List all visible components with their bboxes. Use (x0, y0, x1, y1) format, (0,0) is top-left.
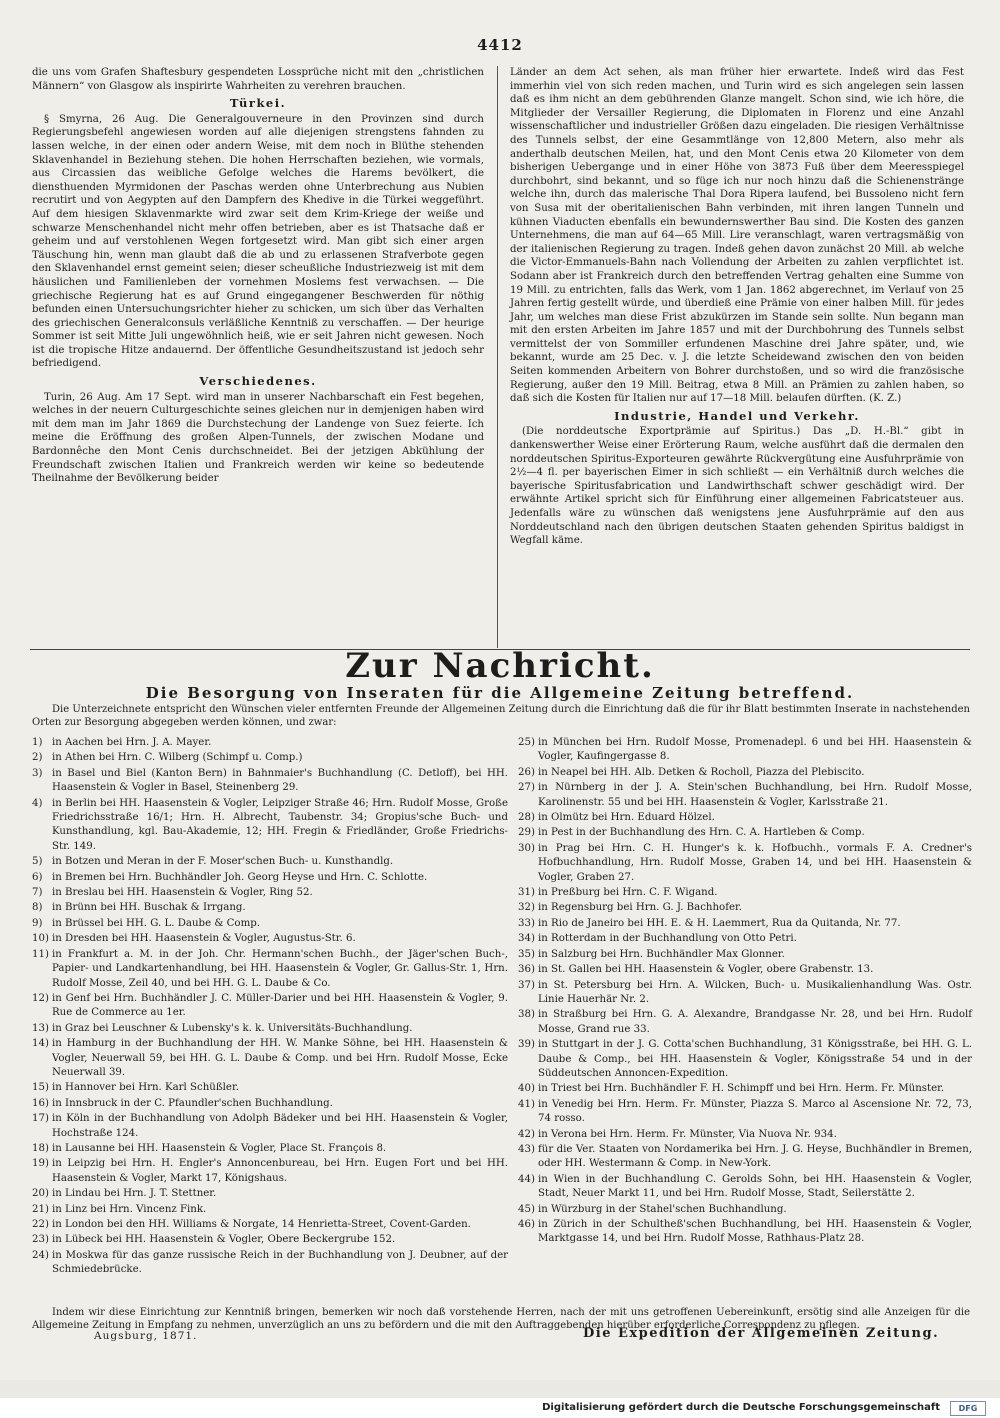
list-item-text: in Wien in der Buchhandlung C. Gerolds Sohn, bei HH. Haasenstein & Vogler, Stadt, Neuer Markt 11, und bei Hrn. Rudolf Mosse, Stadt, Seilerstätte 2. (538, 1173, 972, 1200)
list-item (32, 1218, 508, 1232)
notice-intro: Die Unterzeichnete entspricht den Wünschen vieler entfernten Freunde der Allgemeinen Zeitung durch die Einrichtung daß die für ihr Blatt bestimmten Inserate in nachstehenden Orten zur Besorgung abgegeben werden können, und zwar: (32, 704, 970, 728)
list-item-text: in Nürnberg in der J. A. Stein'schen Buchhandlung, bei Hrn. Rudolf Mosse, Karolinenstr. 55 und bei HH. Haasenstein & Vogler, Karlsstraße 21. (538, 782, 972, 808)
list-item (32, 1249, 508, 1278)
list-item (518, 1038, 972, 1081)
list-item-number: 4) (32, 797, 43, 809)
list-item (518, 1008, 972, 1037)
list-item-text: in Köln in der Buchhandlung von Adolph Bädeker und bei HH. Haasenstein & Vogler, Hochstraße 124. (52, 1113, 508, 1139)
list-item-text: in Bremen bei Hrn. Buchhändler Joh. Georg Heyse und Hrn. C. Schlotte. (52, 871, 428, 883)
list-item (518, 1203, 972, 1217)
list-item-text: in Leipzig bei Hrn. H. Engler's Annoncenbureau, bei Hrn. Eugen Fort und bei HH. Haasenstein & Vogler, Markt 17, Königshaus. (52, 1158, 508, 1184)
list-item (518, 1098, 972, 1127)
list-item-text: in Prag bei Hrn. C. H. Hunger's k. k. Hofbuchh., vormals F. A. Credner's Hofbuchhandlung, Hrn. Rudolf Mosse, Graben 14, und bei HH. Haasenstein & Vogler, Graben 27. (538, 842, 972, 883)
list-item (32, 1157, 508, 1186)
list-item-number: 24) (32, 1249, 49, 1261)
list-item (518, 1218, 972, 1247)
list-item-text: in Triest bei Hrn. Buchhändler F. H. Schimpff und bei Hrn. Herm. Fr. Münster. (538, 1083, 945, 1095)
list-item-number: 18) (32, 1142, 49, 1154)
list-item-number: 8) (32, 902, 43, 914)
list-item (32, 1112, 508, 1141)
list-item-text: in Brünn bei HH. Buschak & Irrgang. (52, 902, 246, 914)
list-item-text: in London bei den HH. Williams & Norgate, 14 Henrietta-Street, Covent-Garden. (52, 1219, 471, 1230)
list-item (32, 871, 508, 885)
list-item (32, 917, 508, 931)
article-spiritus: (Die norddeutsche Exportprämie auf Spiritus.) Das „D. H.-Bl.“ gibt in dankenswerther Weise einer Erörterung Raum, welche ausführt daß die dermalen den norddeutschen Spiritus-Exporteuren gewährte Rückvergütung eine Ausfuhrprämie von 2½—4 fl. per bayerischen Eimer in sich schließt — ein Verhältniß durch welches die bayerische Spiritusfabrication und Landwirthschaft schwer geschädigt wird. Der erwähnte Artikel spricht sich für Einführung einer allgemeinen Fabricatsteuer aus. Jedenfalls wäre zu wünschen daß wenigstens jene Ausfuhrprämie auf den aus Norddeutschland nach den übrigen deutschen Staaten gehenden Spiritus baldigst in Wegfall käme. (510, 426, 964, 547)
list-item-text: in Olmütz bei Hrn. Eduard Hölzel. (538, 812, 715, 824)
list-item (32, 767, 508, 796)
list-item-number: 31) (518, 887, 535, 899)
list-item-text: in Athen bei Hrn. C. Wilberg (Schimpf u. Comp.) (52, 752, 303, 764)
list-item (32, 751, 508, 765)
list-item-number: 3) (32, 767, 43, 779)
list-item (518, 963, 972, 977)
list-item (32, 932, 508, 946)
list-item (518, 901, 972, 915)
list-item-number: 15) (32, 1082, 49, 1094)
list-item-text: in Hamburg in der Buchhandlung der HH. W. Manke Söhne, bei HH. Haasenstein & Vogler, Neuerwall 59, bei HH. G. L. Daube & Comp. und bei Hrn. Rudolf Mosse, Ecke Neuerwall 39. (52, 1038, 508, 1078)
list-item (32, 1233, 508, 1247)
paragraph: die uns vom Grafen Shaftesbury gespendeten Lossprüche nicht mit den „christlichen Männern“ von Glasgow als inspirirte Wahrheiten zu verehren brauchen. (32, 67, 484, 92)
list-item (518, 766, 972, 780)
list-item-number: 28) (518, 812, 535, 824)
list-item (518, 811, 972, 825)
list-item-number: 35) (518, 948, 535, 960)
list-item-text: in St. Gallen bei HH. Haasenstein & Vogler, obere Grabenstr. 13. (538, 964, 874, 976)
list-item (32, 736, 508, 750)
list-item-text: in Rio de Janeiro bei HH. E. & H. Laemmert, Rua da Quitanda, Nr. 77. (538, 917, 901, 929)
list-item-text: in St. Petersburg bei Hrn. A. Wilcken, Buch- u. Musikalienhandlung Was. Ostr. Linie Hauerhär Nr. 2. (538, 979, 972, 1005)
list-item (32, 1203, 508, 1217)
list-item-text: in Breslau bei HH. Haasenstein & Vogler, Ring 52. (52, 887, 313, 899)
list-item-number: 33) (518, 917, 535, 929)
list-item (518, 736, 972, 765)
list-item-number: 19) (32, 1158, 49, 1170)
notice-title: Zur Nachricht. (345, 646, 655, 686)
list-item (518, 826, 972, 840)
list-item (518, 1128, 972, 1142)
list-item (32, 901, 508, 915)
list-item (32, 855, 508, 869)
list-item-text: in Berlin bei HH. Haasenstein & Vogler, Leipziger Straße 46; Hrn. Rudolf Mosse, Große Friedrichsstraße 16/1; Hrn. H. Albrecht, Taubenstr. 34; Gropius'sche Buch- und Kunsthandlung, kgl. Bau-Akademie, 12; HH. Fregin & Friedländer, Große Friedrichs-Str. 149. (52, 797, 508, 852)
section-heading-tuerkei: Türkei. (229, 96, 287, 111)
list-item-number: 5) (32, 856, 43, 868)
list-item (518, 932, 972, 946)
list-item-text: in Zürich in der Schultheß'schen Buchhandlung, bei HH. Haasenstein & Vogler, Marktgasse 14, und bei Hrn. Rudolf Mosse, Rathhaus-Platz 28. (538, 1219, 972, 1245)
agency-list-right (518, 736, 972, 1248)
list-item-number: 16) (32, 1097, 49, 1109)
section-heading-industrie: Industrie, Handel und Verkehr. (614, 408, 860, 423)
list-item-text: in Stuttgart in der J. G. Cotta'schen Buchhandlung, 31 Königsstraße, bei HH. G. L. Daube & Comp., bei HH. Haasenstein & Vogler, Königsstraße 54 und in der Süddeutschen Annoncen-Expedition. (538, 1039, 972, 1079)
list-item-text: in Brüssel bei HH. G. L. Daube & Comp. (52, 917, 260, 929)
list-item (32, 948, 508, 991)
list-item-text: in Hannover bei Hrn. Karl Schüßler. (52, 1082, 239, 1094)
article-turin-continued: Länder an dem Act sehen, als man früher hier erwartete. Indeß wird das Fest immerhin viel von sich reden machen, und Turin wird es sich angelegen sein lassen daß es ihm nicht an dem gebührenden Glanze mangelt. Schon sind, wie ich höre, die Mitglieder der Versailler Regierung, die Diplomaten in Florenz und eine Anzahl wissenschaftlicher und industrieller Größen dazu eingeladen. Die riesigen Verhältnisse des Tunnels selbst, der eine Gesammtlänge von 12,800 Metern, also mehr als anderthalb deutschen Meilen, hat, und den Mont Cenis etwa 20 Kilometer von dem bisherigen Uebergange und in einer Höhe von 3873 Fuß über dem Meeresspiegel durchbohrt, sind bekannt, und so füge ich nur noch hinzu daß die Schienenstränge welche ihn, durch das malerische Thal Dora Ripera laufend, bei Bussoleno nicht fern von Susa mit der oberitalienischen Bahn verbinden, mit ihren langen Tunneln und kühnen Viaducten ebenfalls ein bewundernswerther Bau sind. Die Kosten des ganzen Unternehmens, die man auf 64—65 Mill. Lire veranschlagt, waren vertragsmäßig von der italienischen Regierung zu tragen. Indeß gehen davon zunächst 20 Mill. ab welche die Victor-Emmanuels-Bahn nach Vollendung der Arbeiten zu zahlen verpflichtet ist. Sodann aber ist Frankreich durch den betreffenden Vertrag gehalten eine Summe von 19 Mill. zu entrichten, falls das Werk, vom 1 Jan. 1862 abgerechnet, im Verlauf von 25 Jahren fertig gestellt würde, und überdieß eine Prämie von einer halben Mill. für jedes Jahr, um welches man diese Frist abzukürzen im Stande sein sollte. Nun begann man mit den ersten Arbeiten im Jahre 1857 und mit der Durchbohrung des Tunnels selbst vermittelst der von Sommiller erfundenen Maschine drei Jahre später, und, wie bekannt, wurde am 25 Dec. v. J. die letzte Scheidewand zwischen den von beiden Seiten kommenden Arbeitern von Bohrer durchstoßen, und so wird die französische Regierung, außer den 19 Mill. Beitrag, etwa 8 Mill. an Prämien zu zahlen haben, so daß sich die Kosten für Italien nur auf 17—18 Mill. belaufen dürften. (K. Z.) (510, 67, 964, 405)
list-item-number: 14) (32, 1038, 49, 1050)
list-item (32, 1037, 508, 1080)
list-item-number: 13) (32, 1022, 49, 1034)
list-item-text: in Preßburg bei Hrn. C. F. Wigand. (538, 887, 718, 899)
list-item-text: in Regensburg bei Hrn. G. J. Bachhofer. (538, 902, 742, 914)
list-item-text: in Verona bei Hrn. Herm. Fr. Münster, Via Nuova Nr. 934. (538, 1128, 837, 1140)
list-item (518, 948, 972, 962)
list-item-number: 34) (518, 933, 535, 945)
list-item-text: in Rotterdam in der Buchhandlung von Otto Petri. (538, 933, 797, 945)
list-item-number: 37) (518, 979, 535, 991)
list-item-number: 45) (518, 1203, 535, 1215)
list-item-text: in Basel und Biel (Kanton Bern) in Bahnmaier's Buchhandlung (C. Detloff), bei HH. Haasenstein & Vogler in Basel, Steinenberg 29. (52, 767, 508, 794)
list-item-number: 2) (32, 752, 43, 764)
list-item (518, 917, 972, 931)
list-item-number: 6) (32, 871, 43, 883)
list-item-number: 41) (518, 1098, 535, 1110)
list-item-number: 40) (518, 1083, 535, 1095)
list-item-text: in Genf bei Hrn. Buchhändler J. C. Müller-Darier und bei HH. Haasenstein & Vogler, 9. Rue de Commerce au 1er. (52, 992, 508, 1019)
list-item-text: in Graz bei Leuschner & Lubensky's k. k. Universitäts-Buchhandlung. (52, 1022, 413, 1034)
right-column (510, 66, 964, 550)
list-item (32, 1187, 508, 1201)
list-item-number: 38) (518, 1009, 535, 1021)
list-item-text: in Lindau bei Hrn. J. T. Stettner. (52, 1188, 217, 1200)
list-item-number: 21) (32, 1203, 49, 1215)
list-item-text: in Venedig bei Hrn. Herm. Fr. Münster, Piazza S. Marco al Ascensione Nr. 72, 73, 74 rosso. (538, 1098, 972, 1125)
list-item (518, 979, 972, 1008)
list-item-number: 44) (518, 1173, 535, 1185)
list-item-text: in Moskwa für das ganze russische Reich in der Buchhandlung von J. Deubner, auf der Schmiedebrücke. (52, 1249, 508, 1276)
list-item-text: in Neapel bei HH. Alb. Detken & Rocholl, Piazza del Plebiscito. (538, 766, 865, 778)
list-item (32, 1081, 508, 1095)
list-item-text: in Straßburg bei Hrn. G. A. Alexandre, Brandgasse Nr. 28, und bei Hrn. Rudolf Mosse, Grand rue 33. (538, 1009, 972, 1035)
list-item-text: in Pest in der Buchhandlung des Hrn. C. A. Hartleben & Comp. (538, 827, 865, 839)
dfg-logo: DFG (950, 1401, 986, 1416)
list-item (32, 992, 508, 1021)
list-item-number: 42) (518, 1128, 535, 1140)
list-item-number: 20) (32, 1188, 49, 1200)
list-item-text: in Salzburg bei Hrn. Buchhändler Max Glonner. (538, 948, 785, 960)
list-item-number: 7) (32, 887, 43, 899)
section-heading-verschiedenes: Verschiedenes. (199, 374, 317, 389)
list-item (518, 1143, 972, 1172)
left-column (32, 66, 484, 488)
list-item-number: 32) (518, 902, 535, 914)
list-item-text: in Lausanne bei HH. Haasenstein & Vogler, Place St. François 8. (52, 1142, 387, 1154)
list-item-number: 11) (32, 948, 49, 960)
footer-text: Digitalisierung gefördert durch die Deutsche Forschungsgemeinschaft (542, 1402, 940, 1413)
column-divider (497, 66, 498, 648)
agency-list-left (32, 736, 508, 1279)
list-item-number: 23) (32, 1234, 49, 1246)
list-item-number: 17) (32, 1113, 49, 1125)
article-turin: Turin, 26 Aug. Am 17 Sept. wird man in unserer Nachbarschaft ein Fest begehen, welches in der neuern Culturgeschichte seines gleichen nur in demjenigen haben wird mit dem man im Jahr 1869 die Durchstechung der Landenge von Suez feierte. Ich meine die Eröffnung des großen Alpen-Tunnels, der zwischen Modane und Bardonnêche den Mont Cenis durchschneidet. Bei der jetzigen Abkühlung der Freundschaft zwischen Italien und Frankreich werden wir keine so bedeutende Theilnahme der Bevölkerung beider (32, 391, 484, 485)
list-item-number: 26) (518, 766, 535, 778)
list-item (518, 842, 972, 885)
notice-place-date: Augsburg, 1871. (94, 1330, 198, 1342)
list-item-number: 10) (32, 933, 49, 945)
list-item-number: 9) (32, 917, 43, 929)
list-item (32, 886, 508, 900)
list-item (518, 886, 972, 900)
list-item-number: 30) (518, 842, 535, 854)
list-item-text: in Dresden bei HH. Haasenstein & Vogler, Augustus-Str. 6. (52, 933, 356, 945)
article-smyrna: § Smyrna, 26 Aug. Die Generalgouverneure in den Provinzen sind durch Regierungsbefehl angewiesen worden auf alle diejenigen strengstens fahnden zu lassen welche, in der einen oder andern Weise, mit dem noch in Blüthe stehenden Sklavenhandel in Beziehung stehen. Die hohen Herrschaften beziehen, wie vormals, aus Circassien das weibliche Gefolge welches die Harems bevölkert, die diensthuenden Myrmidonen der Paschas werden ohne Unterbrechung aus Nubien recrutirt und von Aegypten auf den Dampfern des Khedive in die Türkei weggeführt. Auf dem hiesigen Sklavenmarkte wird zwar seit dem Krim-Kriege der weiße und schwarze Menschenhandel nicht mehr offen betrieben, aber es ist Thatsache daß er geheim und auf verstohlenen Wegen fortgesetzt wird. Man gibt sich einer argen Täuschung hin, wenn man glaubt daß die ab und zu erlassenen Strafverbote gegen den Sklavenhandel ernst gemeint seien; dieser scheußliche Industriezweig ist mit dem häuslichen und Familienleben der vornehmen Moslems fest verwachsen. — Die griechische Regierung hat es auf Grund eingegangener Beschwerden für nöthig befunden einen Untersuchungsrichter hieher zu schicken, um sich über das Verhalten des griechischen Generalconsuls verläßliche Kenntniß zu verschaffen. — Der heurige Sommer ist seit Mitte Juli ungewöhnlich heiß, wie er seit Jahren nicht gewesen. Noch ist die tropische Hitze andauernd. Der öffentliche Gesundheitszustand ist jedoch sehr befriedigend. (32, 113, 484, 370)
list-item-number: 27) (518, 782, 535, 794)
list-item-text: in Linz bei Hrn. Vincenz Fink. (52, 1203, 207, 1215)
notice-closing: Indem wir diese Einrichtung zur Kenntniß bringen, bemerken wir noch daß vorstehende Herren, nach der mit uns getroffenen Uebereinkunft, ersötig sind alle Anzeigen für die Allgemeine Zeitung in Empfang zu nehmen, unverzüglich an uns zu befördern und die mit den Auftraggebenden hierüber erforderliche Correspondenz zu pflegen. (32, 1307, 970, 1331)
list-item-text: in Frankfurt a. M. in der Joh. Chr. Hermann'schen Buchh., der Jäger'schen Buch-, Papier- und Landkartenhandlung, bei HH. Haasenstein & Vogler, Gr. Gallus-Str. 1, Hrn. Rudolf Mosse, Zeil 40, und bei HH. G. L. Daube & Co. (52, 948, 508, 989)
notice-signature: Die Expedition der Allgemeinen Zeitung. (583, 1326, 940, 1341)
list-item-text: in Würzburg in der Stahel'schen Buchhandlung. (538, 1203, 787, 1215)
list-item-number: 39) (518, 1039, 535, 1051)
list-item-text: in München bei Hrn. Rudolf Mosse, Promenadepl. 6 und bei HH. Haasenstein & Vogler, Kaufingergasse 8. (538, 737, 972, 763)
list-item (32, 797, 508, 855)
notice-subtitle: Die Besorgung von Inseraten für die Allgemeine Zeitung betreffend. (145, 684, 855, 702)
list-item-text: in Aachen bei Hrn. J. A. Mayer. (52, 737, 212, 748)
list-item-number: 25) (518, 737, 535, 748)
list-item-number: 12) (32, 992, 49, 1004)
list-item (32, 1022, 508, 1036)
list-item (32, 1142, 508, 1156)
list-item (518, 1082, 972, 1096)
list-item-number: 36) (518, 964, 535, 976)
list-item-number: 22) (32, 1219, 49, 1230)
list-item-text: in Innsbruck in der C. Pfaundler'schen Buchhandlung. (52, 1097, 333, 1109)
list-item-text: in Lübeck bei HH. Haasenstein & Vogler, Obere Beckergrube 152. (52, 1234, 396, 1246)
list-item-number: 29) (518, 827, 535, 839)
list-item-text: in Botzen und Meran in der F. Moser'schen Buch- u. Kunsthandlg. (52, 856, 394, 868)
list-item-text: für die Ver. Staaten von Nordamerika bei Hrn. J. G. Heyse, Buchhändler in Bremen, oder HH. Westermann & Comp. in New-York. (538, 1143, 972, 1170)
list-item-number: 1) (32, 737, 43, 748)
list-item-number: 46) (518, 1219, 535, 1230)
page-number: 4412 (477, 36, 523, 54)
list-item (32, 1097, 508, 1111)
list-item (518, 1173, 972, 1202)
list-item-number: 43) (518, 1143, 535, 1155)
digitization-footer (0, 1398, 1000, 1418)
list-item (518, 781, 972, 810)
